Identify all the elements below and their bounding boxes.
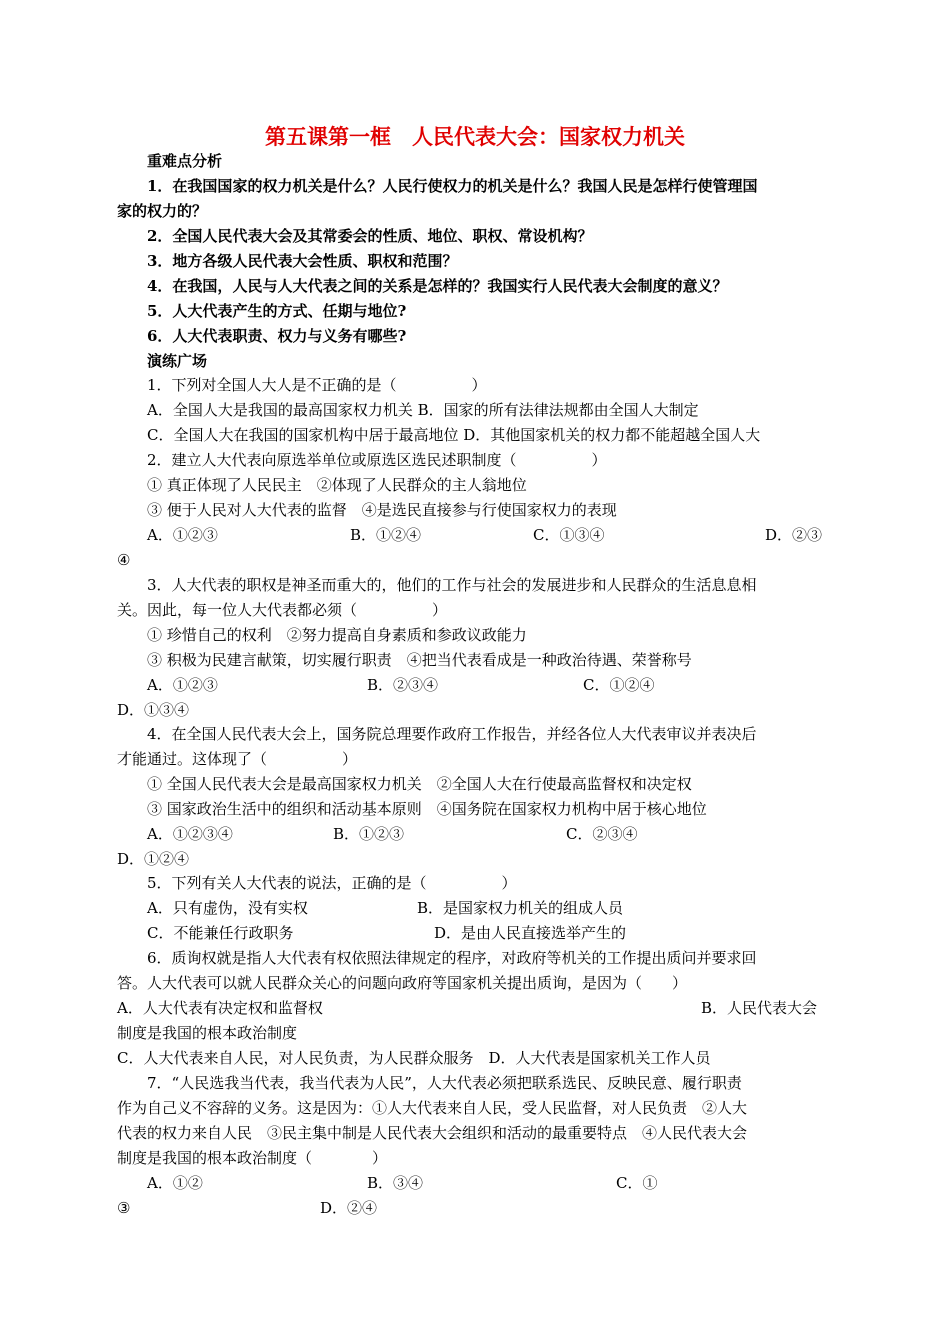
q7-stem: 7．“人民选我当代表，我当代表为人民”，人大代表必须把联系选民、反映民意、履行职责 <box>147 1074 742 1092</box>
key-point-1-cont: 家的权力的？ <box>117 202 208 220</box>
q2-option-d: D．②③ <box>765 526 823 544</box>
q6-stem-cont: 答。人大代表可以就人民群众关心的问题向政府等国家机关提出质询，是因为（ ） <box>117 974 688 992</box>
q3-option-c: C．①②④ <box>583 676 655 694</box>
q7-stem-cont-1: 作为自己义不容辞的义务。这是因为：①人大代表来自人民，受人民监督，对人民负责 ②人大 <box>117 1099 748 1117</box>
q2-stem: 2．建立人大代表向原选举单位或原选区选民述职制度（ ） <box>147 451 607 469</box>
key-point-4: 4．在我国，人民与人大代表之间的关系是怎样的？我国实行人民代表大会制度的意义？ <box>147 277 728 295</box>
q5-option-c: C．不能兼任行政职务 <box>147 924 294 942</box>
q5-stem: 5．下列有关人大代表的说法，正确的是（ ） <box>147 874 517 892</box>
key-point-2: 2．全国人民代表大会及其常委会的性质、地位、职权、常设机构？ <box>147 227 593 245</box>
q5-option-a: A．只有虚伪，没有实权 <box>147 899 308 917</box>
key-point-3: 3．地方各级人民代表大会性质、职权和范围？ <box>147 252 458 270</box>
q6-option-b: B．人民代表大会 <box>701 999 818 1017</box>
q4-option-a: A．①②③④ <box>147 825 233 843</box>
q4-option-c: C．②③④ <box>566 825 638 843</box>
q7-stem-cont-2: 代表的权力来自人民 ③民主集中制是人民代表大会组织和活动的最重要特点 ④人民代表大会 <box>117 1124 748 1142</box>
q6-option-a: A．人大代表有决定权和监督权 <box>117 999 323 1017</box>
q7-option-b: B．③④ <box>367 1174 424 1192</box>
q4-statement-2: ③ 国家政治生活中的组织和活动基本原则 ④国务院在国家权力机构中居于核心地位 <box>147 800 707 818</box>
key-point-6: 6．人大代表职责、权力与义务有哪些? <box>147 327 407 345</box>
q7-stem-cont-3: 制度是我国的根本政治制度（ ） <box>117 1149 388 1167</box>
key-point-1: 1．在我国国家的权力机关是什么？人民行使权力的机关是什么？我国人民是怎样行使管理国 <box>147 177 758 195</box>
q2-statement-2: ③ 便于人民对人大代表的监督 ④是选民直接参与行使国家权力的表现 <box>147 501 617 519</box>
q2-option-b: B．①②④ <box>350 526 422 544</box>
q6-option-b-cont: 制度是我国的根本政治制度 <box>117 1024 298 1042</box>
q3-stem-cont: 关。因此，每一位人大代表都必须（ ） <box>117 601 448 619</box>
q1-options-cd: C．全国人大在我国的国家机构中居于最高地位 D．其他国家机关的权力都不能超越全国人大 <box>147 426 761 444</box>
key-point-5: 5．人大代表产生的方式、任期与地位? <box>147 302 407 320</box>
section-heading-key-points: 重难点分析 <box>147 152 223 170</box>
q3-statement-2: ③ 积极为民建言献策，切实履行职责 ④把当代表看成是一种政治待遇、荣誉称号 <box>147 651 692 669</box>
q2-statement-1: ① 真正体现了人民民主 ②体现了人民群众的主人翁地位 <box>147 476 527 494</box>
q3-stem: 3．人大代表的职权是神圣而重大的，他们的工作与社会的发展进步和人民群众的生活息息相 <box>147 576 757 594</box>
q4-option-b: B．①②③ <box>333 825 405 843</box>
q2-option-a: A．①②③ <box>147 526 218 544</box>
q3-option-a: A．①②③ <box>147 676 218 694</box>
q4-stem-cont: 才能通过。这体现了（ ） <box>117 750 358 768</box>
q4-option-d: D．①②④ <box>117 850 190 868</box>
q3-statement-1: ① 珍惜自己的权利 ②努力提高自身素质和参政议政能力 <box>147 626 527 644</box>
q5-option-d: D．是由人民直接选举产生的 <box>434 924 627 942</box>
q4-statement-1: ① 全国人民代表大会是最高国家权力机关 ②全国人大在行使最高监督权和决定权 <box>147 775 692 793</box>
q3-option-d: D．①③④ <box>117 701 190 719</box>
q7-option-c-cont: ③ <box>117 1199 131 1217</box>
q6-options-cd: C．人大代表来自人民，对人民负责，为人民群众服务 D．人大代表是国家机关工作人员 <box>117 1049 711 1067</box>
q5-option-b: B．是国家权力机关的组成人员 <box>417 899 624 917</box>
q6-stem: 6．质询权就是指人大代表有权依照法律规定的程序，对政府等机关的工作提出质问并要求回 <box>147 949 757 967</box>
q7-option-a: A．①② <box>147 1174 203 1192</box>
q3-option-b: B．②③④ <box>367 676 439 694</box>
q1-stem: 1．下列对全国人大人是不正确的是（ ） <box>147 376 487 394</box>
q1-options-ab: A．全国人大是我国的最高国家权力机关 B．国家的所有法律法规都由全国人大制定 <box>147 401 699 419</box>
section-heading-exercises: 演练广场 <box>147 352 208 370</box>
q7-option-d: D．②④ <box>320 1199 378 1217</box>
page-title: 第五课第一框 人民代表大会：国家权力机关 <box>265 124 685 149</box>
q7-option-c: C．① <box>616 1174 658 1192</box>
q2-option-d-cont: ④ <box>117 551 131 569</box>
q4-stem: 4．在全国人民代表大会上，国务院总理要作政府工作报告，并经各位人大代表审议并表决后 <box>147 725 757 743</box>
q2-option-c: C．①③④ <box>533 526 605 544</box>
